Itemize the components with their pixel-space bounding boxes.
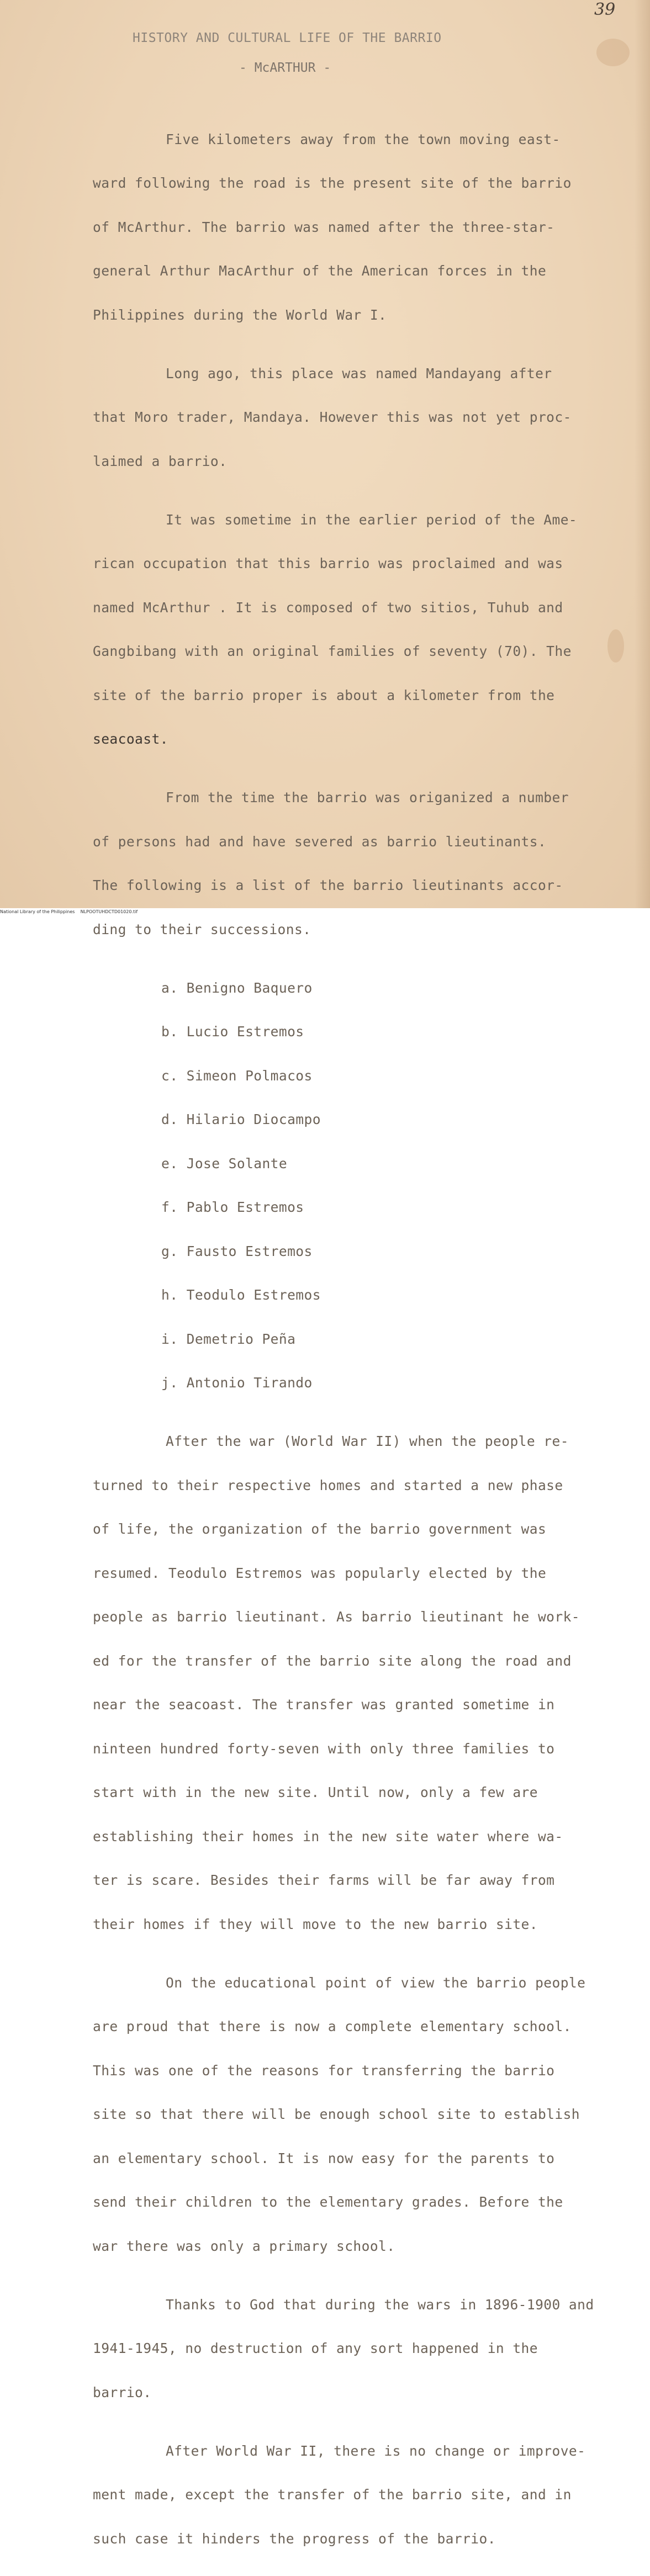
list-item: d. Hilario Diocampo (161, 1111, 321, 1127)
list-item: j. Antonio Tirando (161, 1375, 313, 1391)
text-line: of life, the organization of the barrio government was (93, 1521, 547, 1537)
text-line: ninteen hundred forty-seven with only three families to (93, 1740, 555, 1757)
text-line: that Moro trader, Mandaya. However this was not yet proc- (93, 409, 572, 425)
text-line: war there was only a primary school. (93, 2238, 395, 2254)
text-line: The following is a list of the barrio lieutinants accor- (93, 877, 563, 893)
text-line: resumed. Teodulo Estremos was popularly elected by the (93, 1565, 547, 1581)
list-item: h. Teodulo Estremos (161, 1287, 321, 1303)
text-line: their homes if they will move to the new barrio site. (93, 1916, 538, 1932)
text-line: site so that there will be enough school site to establish (93, 2106, 580, 2122)
text-line: ward following the road is the present site of the barrio (93, 175, 572, 191)
text-line: send their children to the elementary grades. Before the (93, 2194, 563, 2210)
list-item: g. Fausto Estremos (161, 1243, 313, 1259)
text-line: start with in the new site. Until now, only a few are (93, 1784, 538, 1800)
text-line: general Arthur MacArthur of the American forces in the (93, 263, 547, 279)
text-line: of persons had and have severed as barrio lieutinants. (93, 833, 547, 850)
page-number: 39 (594, 0, 616, 19)
text-line: 1941-1945, no destruction of any sort happened in the (93, 2340, 538, 2356)
text-line: such case it hinders the progress of the barrio. (93, 2530, 496, 2547)
document-body (93, 88, 623, 2575)
text-line: people as barrio lieutinant. As barrio lieutinant he work- (93, 1609, 580, 1625)
text-line: ding to their successions. (93, 921, 311, 937)
text-line: barrio. (93, 2384, 152, 2400)
text-line: ment made, except the transfer of the barrio site, and in (93, 2487, 572, 2503)
text-line: ter is scare. Besides their farms will be far away from (93, 1872, 555, 1888)
text-line: turned to their respective homes and started a new phase (93, 1477, 563, 1493)
text-line: From the time the barrio was origanized a number (166, 789, 569, 805)
text-line: are proud that there is now a complete elementary school. (93, 2018, 572, 2034)
text-line: site of the barrio proper is about a kilometer from the (93, 687, 555, 703)
list-item: f. Pablo Estremos (161, 1199, 304, 1215)
text-line: Five kilometers away from the town moving east- (166, 131, 561, 147)
document-title: HISTORY AND CULTURAL LIFE OF THE BARRIO (133, 31, 442, 45)
paper-stain (596, 39, 630, 66)
text-line: Gangbibang with an original families of seventy (70). The (93, 643, 572, 659)
text-line: seacoast. (93, 731, 168, 747)
text-line: rican occupation that this barrio was proclaimed and was (93, 555, 563, 571)
list-item: a. Benigno Baquero (161, 979, 313, 996)
text-line: On the educational point of view the barrio people (166, 1974, 586, 1991)
text-line: ed for the transfer of the barrio site along the road and (93, 1652, 572, 1669)
text-line: After the war (World War II) when the people re- (166, 1433, 569, 1449)
text-line: of McArthur. The barrio was named after the three-star- (93, 219, 555, 235)
text-line: an elementary school. It is now easy for the parents to (93, 2150, 555, 2166)
list-item: b. Lucio Estremos (161, 1024, 304, 1040)
text-line: near the seacoast. The transfer was granted sometime in (93, 1697, 555, 1713)
text-line: named McArthur . It is composed of two sitios, Tuhub and (93, 599, 563, 616)
list-item: e. Jose Solante (161, 1155, 288, 1172)
text-line: establishing their homes in the new site water where wa- (93, 1828, 563, 1844)
list-item: i. Demetrio Peña (161, 1331, 296, 1347)
text-line: After World War II, there is no change or improve- (166, 2442, 586, 2459)
list-item: c. Simeon Polmacos (161, 1067, 313, 1084)
text-line: Thanks to God that during the wars in 1896-1900 and (166, 2296, 594, 2313)
scan-footer: National Library of the Philippines NLPOOTUHDCTD01020.tif (0, 908, 650, 915)
text-line: It was sometime in the earlier period of the Ame- (166, 511, 578, 528)
text-line: Philippines during the World War I. (93, 306, 387, 323)
text-line: This was one of the reasons for transferring the barrio (93, 2062, 555, 2079)
text-line: laimed a barrio. (93, 453, 228, 469)
text-line: Long ago, this place was named Mandayang after (166, 365, 552, 381)
document-subtitle: - McARTHUR - (239, 61, 331, 75)
page-edge-shadow (635, 0, 650, 908)
